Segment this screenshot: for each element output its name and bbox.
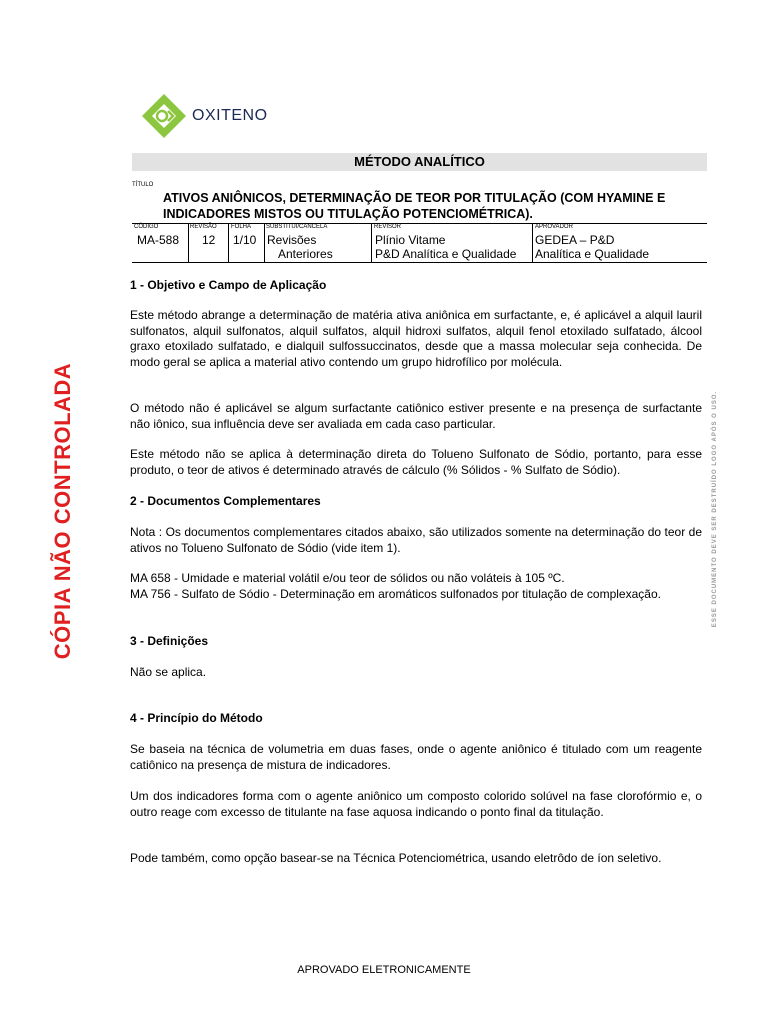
substitui-value-line1: Revisões	[267, 233, 317, 247]
table-divider	[532, 223, 533, 262]
section-heading: 3 - Definições	[130, 634, 209, 648]
paragraph: Nota : Os documentos complementares citados abaixo, são utilizados somente na determinação do teor de ativos no Tolueno Sulfonato de Sódio (vide item 1).	[130, 525, 702, 555]
paragraph: Um dos indicadores forma com o agente aniônico um composto colorido solúvel na fase clorofórmio e, o outro reage com excesso de titulante na fase aquosa indicando o ponto final da titulação.	[130, 789, 702, 819]
title-label: TÍTULO	[132, 182, 154, 188]
section-heading: 2 - Documentos Complementares	[130, 494, 321, 508]
table-top-border	[132, 223, 707, 224]
aprovador-value-line2: Analítica e Qualidade	[535, 247, 650, 261]
paragraph: MA 756 - Sulfato de Sódio - Determinação em aromáticos sulfonados por titulação de complexação.	[130, 587, 661, 601]
uncontrolled-copy-stamp	[49, 320, 77, 702]
revisor-value-line1: Plínio Vitame	[375, 233, 446, 247]
paragraph: Se baseia na técnica de volumetria em duas fases, onde o agente aniônico é titulado com um reagente catiônico na presença de mistura de indicadores.	[130, 742, 702, 772]
folha-value: 1/10	[233, 233, 257, 247]
table-divider	[228, 223, 229, 262]
logo-text: OXITENO	[192, 107, 268, 124]
document-type-banner: MÉTODO ANALÍTICO	[132, 153, 707, 171]
destroy-after-use-note	[708, 375, 722, 643]
section-heading: 4 - Princípio do Método	[130, 711, 263, 725]
stamp-text: CÓPIA NÃO CONTROLADA	[50, 362, 75, 660]
paragraph: Pode também, como opção basear-se na Técnica Potenciométrica, usando eletrôdo de íon seletivo.	[130, 851, 662, 865]
substitui-value-line2: Anteriores	[278, 247, 333, 261]
aprovador-value-line1: GEDEA – P&D	[535, 233, 615, 247]
revisao-value: 12	[202, 233, 216, 247]
table-divider	[188, 223, 189, 262]
folha-label: FOLHA	[231, 224, 252, 230]
company-logo	[140, 90, 268, 142]
substitui-label: SUBSTITUI/CANCELA	[266, 224, 328, 230]
paragraph: Não se aplica.	[130, 665, 207, 679]
table-divider	[371, 223, 372, 262]
paragraph: O método não é aplicável se algum surfactante catiônico estiver presente e na presença de surfactante não iônico, sua influência deve ser avaliada em cada caso particular.	[130, 401, 702, 431]
codigo-value: MA-588	[137, 233, 180, 247]
table-bottom-border	[132, 262, 707, 263]
oxiteno-logo-icon	[140, 92, 188, 140]
approval-footer: APROVADO ELETRONICAMENTE	[297, 964, 471, 976]
revisor-value-line2: P&D Analítica e Qualidade	[375, 247, 517, 261]
section-heading: 1 - Objetivo e Campo de Aplicação	[130, 278, 327, 292]
revisao-label: REVISÃO	[190, 224, 217, 230]
aprovador-label: APROVADOR	[535, 224, 573, 230]
side-note-text: ESSE DOCUMENTO DEVE SER DESTRUÍDO LOGO APÓS O USO.	[712, 390, 718, 628]
table-divider	[264, 223, 265, 262]
paragraph: Este método não se aplica à determinação direta do Tolueno Sulfonato de Sódio, portanto, para esse produto, o teor de ativos é determinado através de cálculo (% Sólidos - % Sulfato de Sódio).	[130, 447, 702, 477]
paragraph: Este método abrange a determinação de matéria ativa aniônica em surfactante, e, é aplicável a alquil lauril sulfonatos, alquil sulfonatos, alquil sulfatos, alquil hidroxi sulfatos, alquil fenol etoxilado sulfatado, álcool graxo etoxilado sulfatado, e dialquil sulfossuccinatos, desde que a massa molecular seja conhecida. De modo geral se aplica a material ativo contendo um grupo hidrofílico por molécula.	[130, 308, 702, 369]
codigo-label: CÓDIGO	[134, 224, 159, 230]
document-title: ATIVOS ANIÔNICOS, DETERMINAÇÃO DE TEOR POR TITULAÇÃO (COM HYAMINE E INDICADORES MISTOS OU TITULAÇÃO POTENCIOMÉTRICA).	[163, 191, 666, 221]
revisor-label: REVISOR	[374, 224, 402, 230]
paragraph: MA 658 - Umidade e material volátil e/ou teor de sólidos ou não voláteis à 105 ºC.	[130, 571, 565, 585]
